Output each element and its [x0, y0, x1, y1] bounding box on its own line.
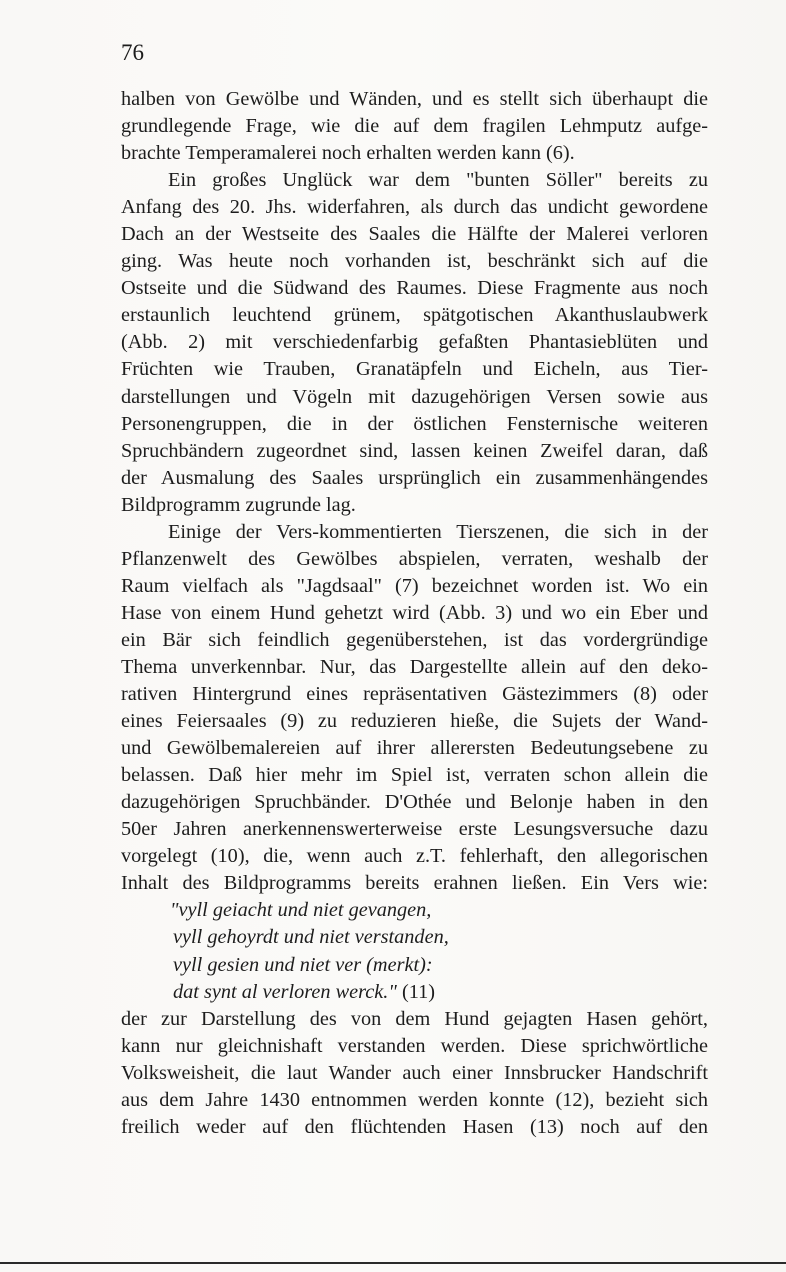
page-number: 76	[121, 40, 144, 65]
text-line: kann nur gleichnishaft verstanden werden. Diese sprichwörtliche	[121, 1034, 708, 1057]
text-line: dazugehörigen Spruchbänder. D'Othée und Belonje haben in den	[121, 791, 708, 814]
text-line: darstellungen und Vögeln mit dazugehörigen Versen sowie aus	[121, 385, 708, 408]
text-line: brachte Temperamalerei noch erhalten werden kann (6).	[121, 142, 575, 165]
text-line: Volksweisheit, die laut Wander auch einer Innsbrucker Handschrift	[121, 1061, 708, 1084]
verse-footnote-ref: (11)	[401, 980, 435, 1003]
text-line: und Gewölbemalereien auf ihrer allerersten Bedeutungsebene zu	[121, 737, 708, 760]
body-text	[121, 86, 708, 1141]
text-line: der zur Darstellung des von dem Hund gejagten Hasen gehört,	[121, 1007, 708, 1030]
text-line: 50er Jahren anerkennenswerterweise erste Lesungsversuche dazu	[121, 818, 708, 841]
text-line: erstaunlich leuchtend grünem, spätgotischen Akanthuslaubwerk	[121, 304, 708, 327]
verse-line: vyll gesien und niet ver (merkt):	[173, 953, 433, 976]
text-line: halben von Gewölbe und Wänden, und es stellt sich überhaupt die	[121, 88, 708, 110]
verse-line: vyll gehoyrdt und niet verstanden,	[173, 926, 449, 949]
text-line: grundlegende Frage, wie die auf dem fragilen Lehmputz aufge-	[121, 115, 708, 138]
verse-line: "vyll geiacht und niet gevangen,	[170, 899, 432, 922]
text-line: Spruchbändern zugeordnet sind, lassen keinen Zweifel daran, daß	[121, 439, 708, 462]
text-line: Hase von einem Hund gehetzt wird (Abb. 3) und wo ein Eber und	[121, 601, 708, 624]
text-line: ging. Was heute noch vorhanden ist, beschränkt sich auf die	[121, 250, 708, 273]
text-line: Anfang des 20. Jhs. widerfahren, als durch das undicht gewordene	[121, 196, 708, 219]
text-line: Thema unverkennbar. Nur, das Dargestellte allein auf den deko-	[121, 655, 708, 678]
verse-line	[121, 979, 708, 1006]
text-line: Pflanzenwelt des Gewölbes abspielen, verraten, weshalb der	[121, 547, 708, 570]
text-line: (Abb. 2) mit verschiedenfarbig gefaßten Phantasieblüten und	[121, 331, 708, 354]
text-line: Früchten wie Trauben, Granatäpfeln und Eicheln, aus Tier-	[121, 358, 708, 381]
text-line: Personengruppen, die in der östlichen Fensternische weiteren	[121, 412, 708, 435]
text-line: Inhalt des Bildprogramms bereits erahnen ließen. Ein Vers wie:	[121, 872, 708, 895]
text-line: eines Feiersaales (9) zu reduzieren hieße, die Sujets der Wand-	[121, 710, 708, 733]
text-line: Ostseite und die Südwand des Raumes. Diese Fragmente aus noch	[121, 277, 708, 300]
text-line: freilich weder auf den flüchtenden Hasen (13) noch auf den	[121, 1115, 708, 1138]
text-line: Bildprogramm zugrunde lag.	[121, 493, 356, 516]
text-line: aus dem Jahre 1430 entnommen werden konnte (12), bezieht sich	[121, 1088, 708, 1111]
text-line: Dach an der Westseite des Saales die Hälfte der Malerei verloren	[121, 223, 708, 246]
text-line: Ein großes Unglück war dem "bunten Söller" bereits zu	[168, 169, 708, 192]
text-line: Raum vielfach als "Jagdsaal" (7) bezeichnet worden ist. Wo ein	[121, 574, 708, 597]
text-line: Einige der Vers-kommentierten Tierszenen, die sich in der	[168, 520, 708, 543]
text-line: vorgelegt (10), die, wenn auch z.T. fehlerhaft, den allegorischen	[121, 845, 708, 868]
text-line: rativen Hintergrund eines repräsentativen Gästezimmers (8) oder	[121, 683, 708, 706]
page-bottom-edge	[0, 1262, 786, 1264]
text-line: ein Bär sich feindlich gegenüberstehen, ist das vordergründige	[121, 628, 708, 651]
text-line: der Ausmalung des Saales ursprünglich ein zusammenhängendes	[121, 466, 708, 489]
text-line: belassen. Daß hier mehr im Spiel ist, verraten schon allein die	[121, 764, 708, 787]
verse-text: dat synt al verloren werck."	[173, 980, 397, 1003]
